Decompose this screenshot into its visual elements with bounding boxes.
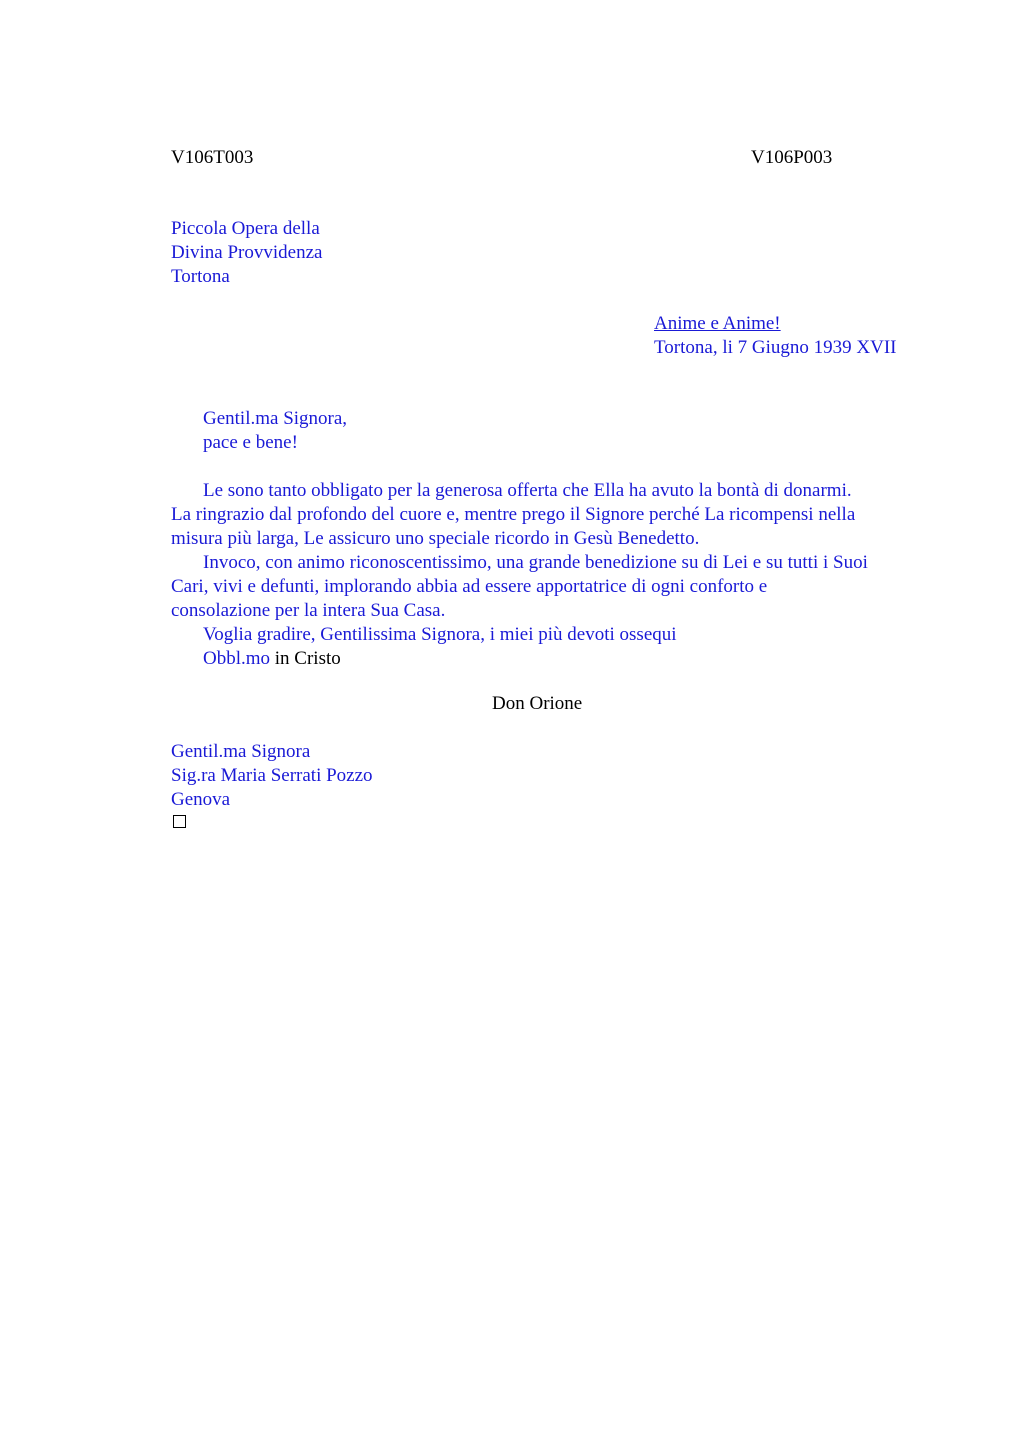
letter-body	[171, 479, 868, 671]
motto: Anime e Anime!	[654, 313, 781, 334]
signature: Don Orione	[492, 693, 583, 714]
body-line: consolazione per la intera Sua Casa.	[171, 600, 446, 621]
recipient-line: Sig.ra Maria Serrati Pozzo	[171, 765, 373, 786]
letterhead-line: Piccola Opera della	[171, 218, 320, 239]
letterhead	[171, 217, 322, 289]
letterhead-line: Divina Provvidenza	[171, 242, 323, 263]
salutation-line: Gentil.ma Signora,	[203, 408, 348, 429]
body-line: misura più larga, Le assicuro uno speciale ricordo in Gesù Benedetto.	[171, 528, 700, 549]
recipient-line: Genova	[171, 789, 231, 810]
salutation	[171, 407, 347, 455]
body-line: Cari, vivi e defunti, implorando abbia ad essere apportatrice di ogni conforto e	[171, 576, 768, 597]
left-document-code: V106T003	[171, 147, 254, 168]
closing-abbreviation: Obbl.mo	[203, 648, 271, 669]
dateline	[654, 312, 896, 360]
body-line: Le sono tanto obbligato per la generosa offerta che Ella ha avuto la bontà di donarmi.	[203, 480, 852, 501]
recipient-address	[171, 740, 373, 812]
body-line: La ringrazio dal profondo del cuore e, mentre prego il Signore perché La ricompensi nella	[171, 504, 856, 525]
right-document-code: V106P003	[751, 147, 833, 168]
place-date: Tortona, li 7 Giugno 1939 XVII	[654, 337, 897, 358]
recipient-line: Gentil.ma Signora	[171, 741, 311, 762]
letterhead-line: Tortona	[171, 266, 230, 287]
body-line: Invoco, con animo riconoscentissimo, una grande benedizione su di Lei e su tutti i Suoi	[203, 552, 868, 573]
square-box-icon	[173, 815, 186, 828]
body-line: Voglia gradire, Gentilissima Signora, i miei più devoti ossequi	[203, 624, 677, 645]
closing-phrase: in Cristo	[270, 648, 341, 669]
salutation-line: pace e bene!	[203, 432, 298, 453]
closing-line	[171, 647, 868, 671]
